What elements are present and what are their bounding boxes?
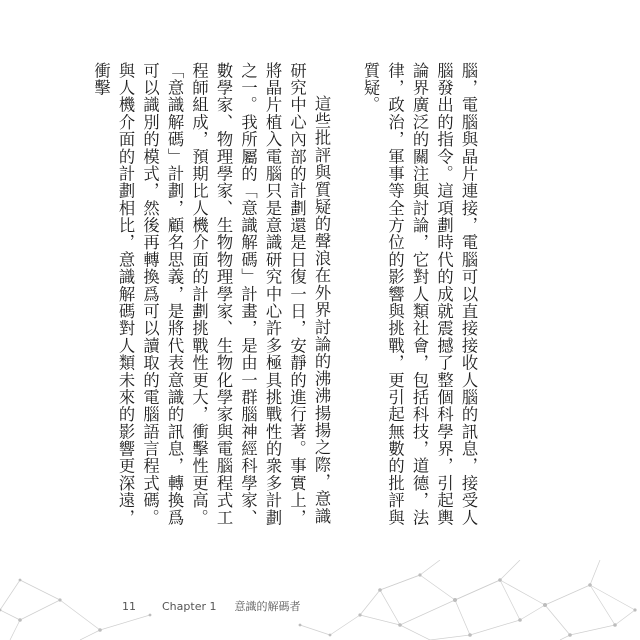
page-footer bbox=[122, 598, 300, 614]
paragraph-2: 這些批評與質疑的聲浪在外界討論的沸沸揚揚之際，意識研究中心內部的計劃還是日復一日，安靜的進行著。事實上，將晶片植入電腦只是意識研究中心許多極具挑戰性的衆多計劃之一。我所屬的「意識解碼」計畫，是由一群腦神經科學家、數學家、物理學家、生物物理學家、生物化學家與電腦程式工程師組成，預期比人機介面的計劃挑戰性更大，衝擊性更高。「意識解碼」計劃，顧名思義，是將代表意識的訊息，轉換爲可以識別的模式，然後再轉換爲可以讀取的電腦語言程式碼。與人機介面的計劃相比，意識解碼對人類未來的影響更深遠，衝擊 bbox=[91, 62, 331, 527]
paragraph-1: 腦，電腦與晶片連接，電腦可以直接接收人腦的訊息，接受人腦發出的指令。這項劃時代的成就震撼了整個科學界，引起輿論界廣泛的關注與討論，它對人類社會，包括科技，道德，法律，政治，軍事等全方位的影響與挑戰，更引起無數的批評與質疑。 bbox=[361, 62, 478, 527]
chapter-title: 意識的解碼者 bbox=[234, 600, 301, 613]
chapter-label: Chapter 1 bbox=[162, 600, 217, 613]
neural-network-decoration bbox=[0, 560, 640, 640]
body-text bbox=[88, 62, 480, 532]
page-number: 11 bbox=[122, 600, 136, 613]
